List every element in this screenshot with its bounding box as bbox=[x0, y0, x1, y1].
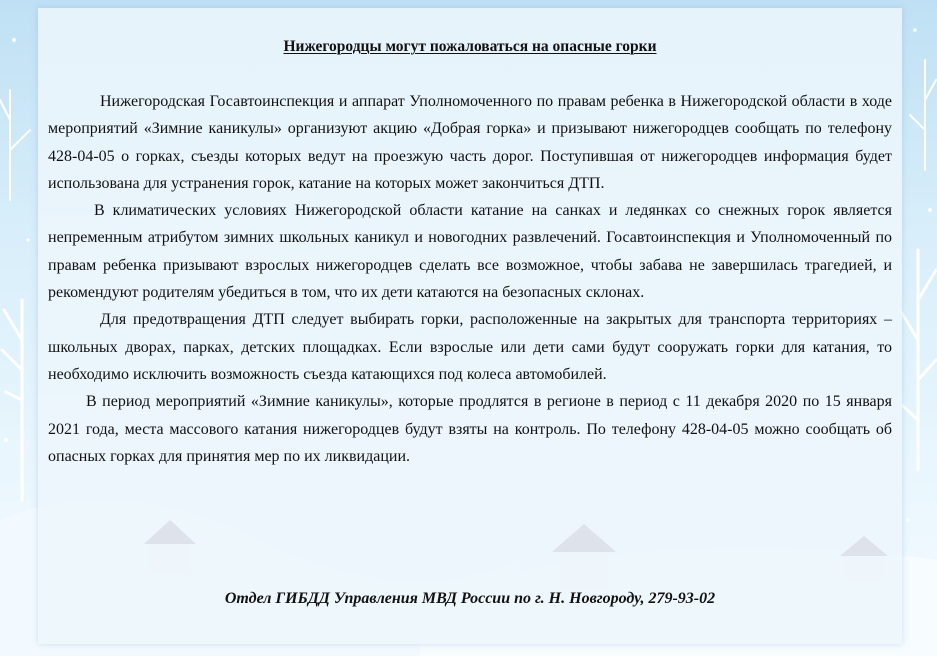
document-body bbox=[48, 88, 892, 470]
document-title: Нижегородцы могут пожаловаться на опасные горки bbox=[283, 38, 657, 55]
tree-left-2 bbox=[0, 90, 30, 200]
signature-line: Отдел ГИБДД Управления МВД России по г. Н. Новгороду, 279-93-02 bbox=[224, 590, 716, 607]
tree-right-1 bbox=[900, 250, 936, 470]
tree-left-1 bbox=[2, 300, 22, 500]
tree-right-2 bbox=[910, 60, 936, 170]
paragraph-4: В период мероприятий «Зимние каникулы», которые продлятся в регионе в период с 11 декабря 2020 по 15 января 2021 года, места массового катания нижегородцев будут взяты на контроль. По телефону 428-04-05 можно сообщать об опасных горках для принятия мер по их ликвидации. bbox=[48, 393, 892, 465]
paragraph-2: В климатических условиях Нижегородской области катание на санках и ледянках со снежных горок является непременным атрибутом зимних школьных каникул и новогодних развлечений. Госавтоинспекция и Уполномоченный по правам ребенка призывают взрослых нижегородцев сделать все возможное, чтобы забава не завершилась трагедией, и рекомендуют родителям убедиться в том, что их дети катаются на безопасных склонах. bbox=[48, 202, 892, 302]
announcement-panel bbox=[38, 8, 902, 644]
paragraph-1: Нижегородская Госавтоинспекция и аппарат Уполномоченного по правам ребенка в Нижегородской области в ходе мероприятий «Зимние каникулы» организуют акцию «Добрая горка» и призывают нижегородцев сообщать по телефону 428-04-05 о горках, съезды которых ведут на проезжую часть дорог. Поступившая от нижегородцев информация будет использована для устранения горок, катание на которых может закончиться ДТП. bbox=[48, 93, 892, 192]
paragraph-3: Для предотвращения ДТП следует выбирать горки, расположенные на закрытых для транспорта территориях – школьных дворах, парках, детских площадках. Если взрослые или дети сами будут сооружать горки для катания, то необходимо исключить возможность съезда катающихся под колеса автомобилей. bbox=[48, 311, 892, 383]
